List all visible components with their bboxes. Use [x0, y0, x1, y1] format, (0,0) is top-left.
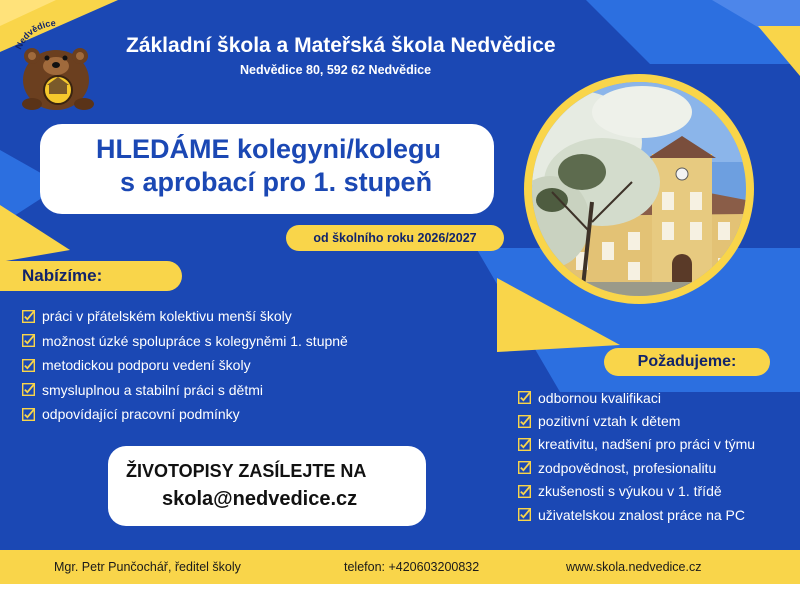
checkbox-check-icon	[22, 383, 35, 396]
footer-director: Mgr. Petr Punčochář, ředitel školy	[54, 560, 241, 574]
footer-bar	[0, 550, 800, 584]
offer-heading: Nabízíme:	[22, 266, 103, 285]
headline-line-2: s aprobací pro 1. stupeň	[120, 167, 433, 197]
school-name: Základní škola a Mateřská škola Nedvědice	[126, 34, 556, 57]
list-item	[22, 353, 348, 378]
cv-email-link[interactable]: skola@nedvedice.cz	[162, 488, 358, 510]
bear-logo-icon	[2, 18, 110, 118]
school-address: Nedvědice 80, 592 62 Nedvědice	[240, 63, 432, 77]
list-item	[518, 480, 755, 503]
requirement-item-text: odbornou kvalifikaci	[538, 389, 661, 406]
offer-item-text: práci v přátelském kolektivu menší školy	[42, 308, 292, 325]
list-item	[518, 433, 755, 456]
list-item	[518, 456, 755, 479]
footer-website-link[interactable]: www.skola.nedvedice.cz	[566, 560, 702, 574]
checkbox-check-icon	[518, 461, 531, 474]
requirements-list	[518, 386, 755, 526]
offer-item-text: odpovídající pracovní podmínky	[42, 406, 240, 423]
requirement-item-text: uživatelskou znalost práce na PC	[538, 506, 745, 523]
logo-arc-text: Nedvědice	[13, 18, 56, 51]
requirements-heading: Požadujeme:	[637, 353, 737, 370]
list-item	[518, 386, 755, 409]
offer-item-text: smysluplnou a stabilní práci s dětmi	[42, 381, 263, 398]
offer-item-text: metodickou podporu vedení školy	[42, 357, 251, 374]
headline	[96, 133, 486, 199]
list-item	[22, 402, 348, 427]
offer-item-text: možnost úzké spolupráce s kolegyněmi 1. stupně	[42, 332, 348, 349]
checkbox-check-icon	[518, 415, 531, 428]
offer-list	[22, 304, 348, 427]
footer-phone: telefon: +420603200832	[344, 560, 480, 574]
list-item	[518, 409, 755, 432]
list-item	[518, 503, 755, 526]
checkbox-check-icon	[518, 508, 531, 521]
checkbox-check-icon	[518, 485, 531, 498]
school-building-photo	[532, 82, 746, 296]
list-item	[22, 329, 348, 354]
requirement-item-text: zodpovědnost, profesionalitu	[538, 459, 717, 476]
requirement-item-text: pozitivní vztah k dětem	[538, 413, 681, 430]
school-year-badge: od školního roku 2026/2027	[286, 225, 504, 251]
cv-contact-box	[108, 446, 426, 526]
checkbox-check-icon	[22, 334, 35, 347]
checkbox-check-icon	[22, 408, 35, 421]
requirement-item-text: kreativitu, nadšení pro práci v týmu	[538, 436, 756, 453]
headline-line-1: HLEDÁME kolegyni/kolegu	[96, 134, 442, 164]
checkbox-check-icon	[518, 438, 531, 451]
checkbox-check-icon	[22, 310, 35, 323]
checkbox-check-icon	[518, 391, 531, 404]
bottom-white-strip	[0, 584, 800, 600]
list-item	[22, 304, 348, 329]
checkbox-check-icon	[22, 359, 35, 372]
requirement-item-text: zkušenosti s výukou v 1. třídě	[538, 483, 722, 500]
cv-call-to-action: ŽIVOTOPISY ZASÍLEJTE NA	[126, 461, 367, 481]
list-item	[22, 378, 348, 403]
